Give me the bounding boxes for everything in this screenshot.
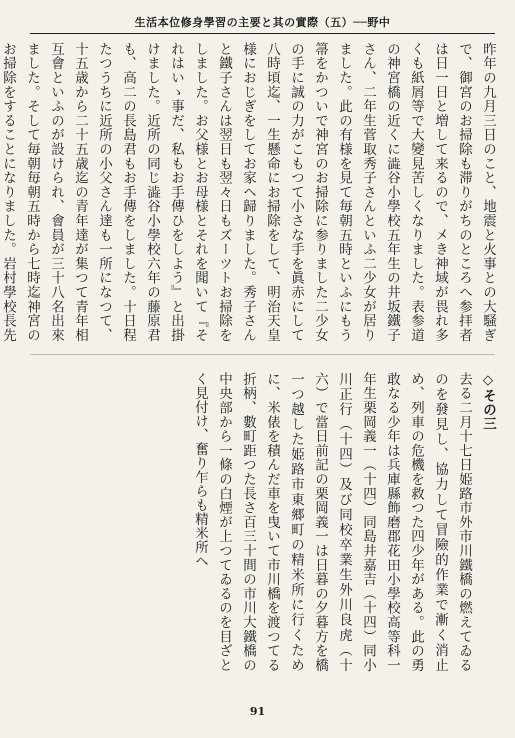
header-rule [30, 33, 495, 34]
running-head: 生活本位修身學習の主要と其の實際（五）──野中 [134, 16, 391, 29]
section-divider [30, 354, 495, 355]
upper-text-block: 昨年の九月三日のこと、地震と火事との大騒ぎで、御宮のお掃除も滞りがちのところへ参拝者は日一日と増して来るので、㐅き神域が畏れ多くも紙屑等で大變見苦しくなりました。表参道の神宮橋の近くに澁谷小學校五年生の井坂鐵子さん、二年生菅取秀子さんといふ二少女が居りました。此の有様を見て毎朝五時といふにもう箒をかついで神宮のお掃除に参りました二少女の手に誠の力がこもつて小さな手を眞赤にして八時頃迄、一生懸命にお掃除をして、明治天皇様におじぎをしてお家へ歸りました。秀子さんと鐵子さんは翌日も翌々日もズーツトお掃除をしました。お父様とお母様とそれを聞いて『それはいゝ事だ、私もお手傳ひをしよう』と出掛けました。近所の同じ澁谷小學校六年の藤原君も、高二の長島君もお手傳をしました。十日程たつうちに近所の小父さん達も一所になつて、十五歳から二十五歳迄の青年達が集つて青年相互會といふのが設けられ、會員が三十八名出來ました。そして毎朝毎朝五時から七時迄神宮のお掃除をすることになりました。岩村學校長先 [0, 42, 496, 342]
page-number: 91 [249, 705, 266, 718]
lower-text-block [20, 372, 500, 672]
section-title: ◇その三 [480, 372, 496, 431]
lower-paragraph: 去る二月十七日姫路市外市川鐵橋の燃えてゐるのを發見し、協力して冒險的作業で漸く消止め、列車の危機を救つた四少年がある。此の勇敢なる少年は兵庫縣飾磨郡花田小學校高等科一年生栗岡義一（十四）同島井嘉吉（十四）同小川正行（十四）及び同校卒業生外川良虎（十六）で當日前記の栗岡義一は日暮の夕暮方を橋一つ越した姫路市東郷町の精米所に行くために、米俵を積んだ車を曳いて市川橋を渡つてる折柄、數町距つた長さ百三十間の市川大鐵橋の中央部から一條の白煙が上つてゐるのを目ざとく見付け、奮り乍らも精米所へ [192, 372, 472, 672]
